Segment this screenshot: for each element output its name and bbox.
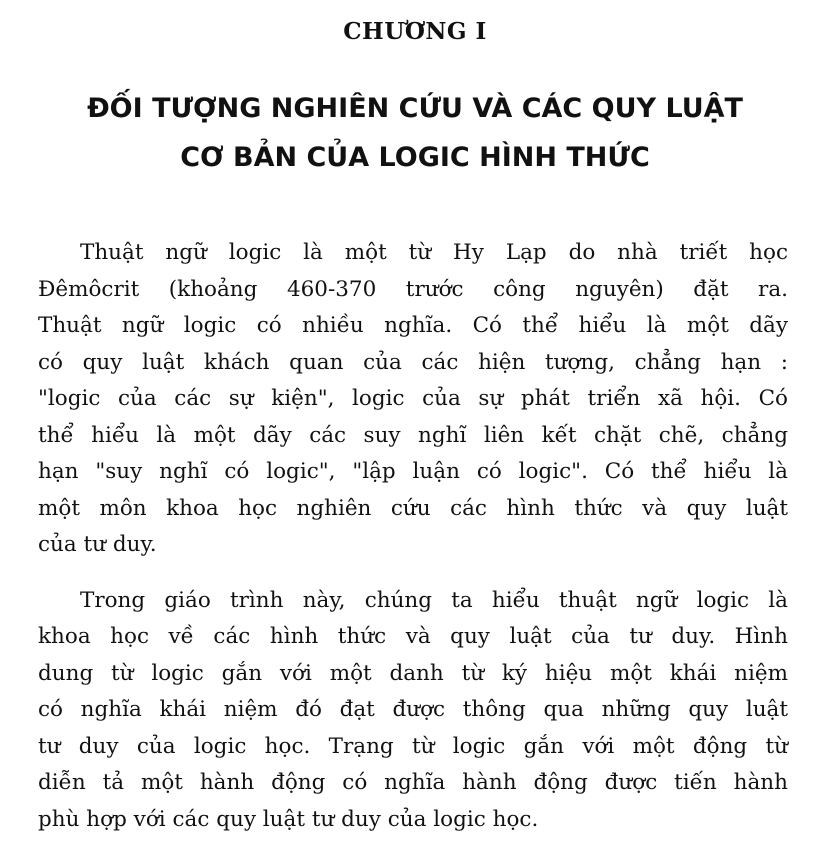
text-line: Đêmôcrit (khoảng 460-370 trước công nguyên) đặt ra.: [38, 276, 788, 302]
chapter-title-line: CƠ BẢN CỦA LOGIC HÌNH THỨC: [180, 142, 650, 173]
text-line: tư duy của logic học. Trạng từ logic gắn với một động từ: [38, 733, 788, 759]
text-line: phù hợp với các quy luật tư duy của logic học.: [38, 806, 539, 832]
chapter-label: CHƯƠNG I: [343, 18, 487, 45]
text-line: dung từ logic gắn với một danh từ ký hiệu một khái niệm: [38, 660, 788, 686]
text-line: có nghĩa khái niệm đó đạt được thông qua những quy luật: [38, 697, 788, 722]
text-line: thể hiểu là một dãy các suy nghĩ liên kết chặt chẽ, chẳng: [38, 422, 788, 448]
text-line: Thuật ngữ logic có nhiều nghĩa. Có thể hiểu là một dãy: [38, 313, 788, 338]
text-line: có quy luật khách quan của các hiện tượng, chẳng hạn :: [38, 349, 788, 375]
text-line: Trong giáo trình này, chúng ta hiểu thuật ngữ logic là: [80, 587, 788, 613]
chapter-title: [0, 84, 830, 182]
text-line: "logic của các sự kiện", logic của sự phát triển xã hội. Có: [38, 386, 788, 411]
text-line: Thuật ngữ logic là một từ Hy Lạp do nhà triết học: [80, 240, 788, 265]
text-line: khoa học về các hình thức và quy luật của tư duy. Hình: [38, 624, 788, 649]
text-line: của tư duy.: [38, 532, 157, 557]
text-line: diễn tả một hành động có nghĩa hành động được tiến hành: [38, 770, 788, 795]
paragraph: [38, 583, 788, 839]
chapter-title-line: ĐỐI TƯỢNG NGHIÊN CỨU VÀ CÁC QUY LUẬT: [87, 93, 743, 124]
body-text: [38, 235, 788, 838]
text-line: hạn "suy nghĩ có logic", "lập luận có logic". Có thể hiểu là: [38, 459, 788, 484]
paragraph: [38, 235, 788, 564]
text-line: một môn khoa học nghiên cứu các hình thức và quy luật: [38, 495, 788, 521]
